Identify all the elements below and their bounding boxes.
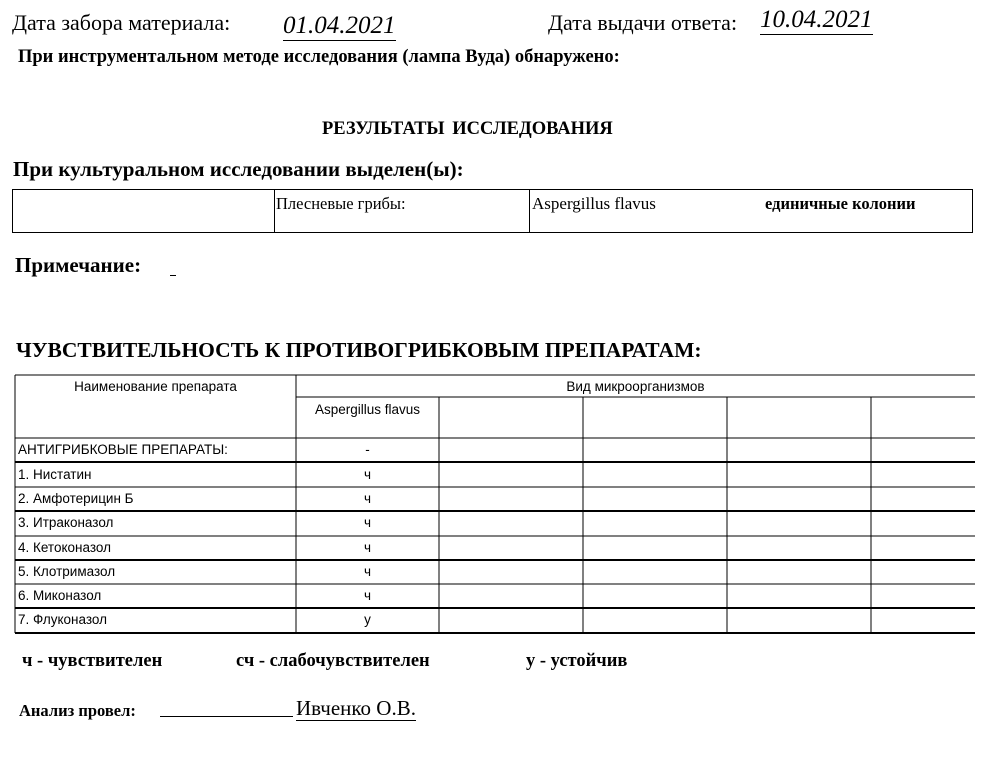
collection-date-label: Дата забора материала: — [12, 10, 231, 35]
legend-weak: сч - слабочувствителен — [236, 651, 430, 671]
sensitivity-title: ЧУВСТВИТЕЛЬНОСТЬ К ПРОТИВОГРИБКОВЫМ ПРЕПАРАТАМ: — [16, 338, 702, 362]
collection-date-value: 01.04.2021 — [283, 12, 396, 39]
analyst-name: Ивченко О.В. — [296, 696, 416, 720]
result-organism: Aspergillus flavus — [532, 194, 656, 213]
drug-name: 6. Миконазол — [18, 588, 102, 603]
result-divider — [529, 190, 530, 232]
result-group: Плесневые грибы: — [276, 194, 406, 213]
organism-header: Aspergillus flavus — [314, 402, 421, 417]
result-divider — [274, 190, 275, 232]
group-row-label: АНТИГРИБКОВЫЕ ПРЕПАРАТЫ: — [18, 442, 228, 457]
drug-name: 3. Итраконазол — [18, 515, 114, 530]
drug-column-header: Наименование препарата — [74, 379, 237, 394]
drug-result: ч — [363, 491, 372, 506]
drug-name: 7. Флуконазол — [18, 612, 107, 627]
drug-result: у — [364, 612, 371, 627]
drug-result: ч — [363, 540, 372, 555]
drug-result: ч — [363, 467, 372, 482]
wood-lamp-line: При инструментальном методе исследования (лампа Вуда) обнаружено: — [18, 47, 620, 67]
analyst-signature-line — [160, 716, 293, 717]
drug-name: 4. Кетоконазол — [18, 540, 111, 555]
issue-date-label: Дата выдачи ответа: — [548, 10, 738, 35]
analyst-label: Анализ провел: — [19, 701, 136, 720]
culture-heading: При культуральном исследовании выделен(ы): — [13, 157, 464, 181]
result-quantity: единичные колонии — [765, 194, 916, 213]
drug-result: ч — [363, 515, 372, 530]
issue-date-value: 10.04.2021 — [760, 6, 873, 33]
drug-name: 5. Клотримазол — [18, 564, 116, 579]
group-row-value: - — [365, 442, 370, 457]
drug-result: ч — [363, 564, 372, 579]
drug-name: 1. Нистатин — [18, 467, 92, 482]
legend-resistant: у - устойчив — [526, 651, 628, 671]
results-title: РЕЗУЛЬТАТЫ ИССЛЕДОВАНИЯ — [322, 119, 613, 139]
legend-sensitive: ч - чувствителен — [22, 651, 163, 671]
drug-name: 2. Амфотерицин Б — [18, 491, 134, 506]
drug-result: ч — [363, 588, 372, 603]
note-label: Примечание: — [15, 253, 142, 277]
note-value — [170, 253, 176, 276]
organism-group-header: Вид микроорганизмов — [566, 379, 705, 394]
